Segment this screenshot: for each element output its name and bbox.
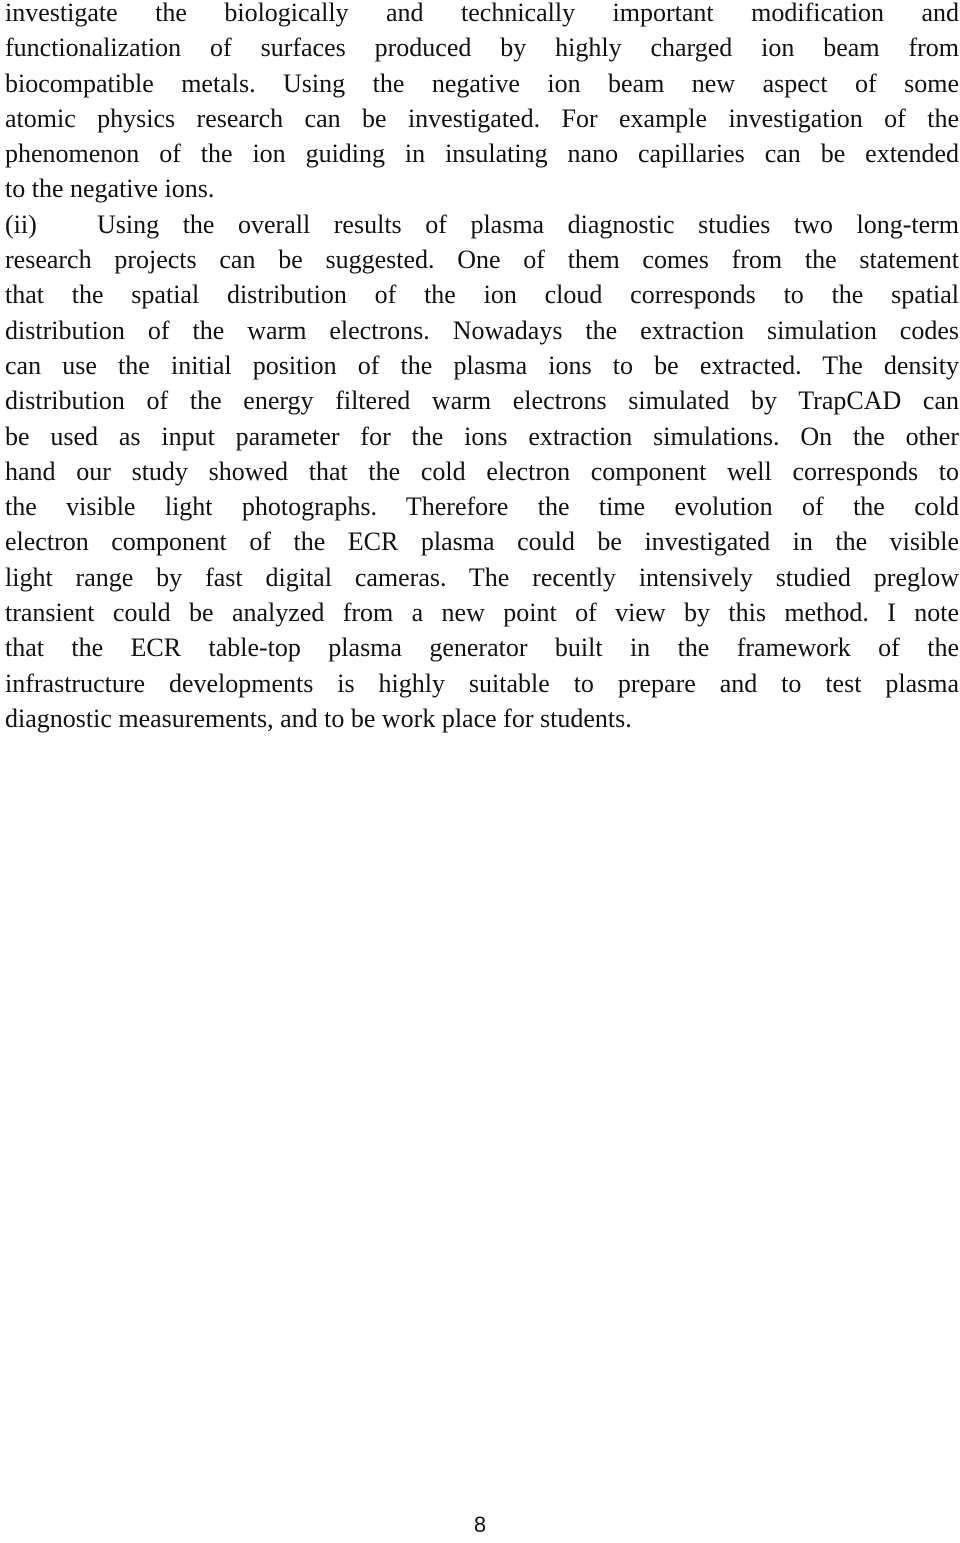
text-line: be used as input parameter for the ions extraction simulations. On the other <box>5 421 959 451</box>
text-line: distribution of the energy filtered warm electrons simulated by TrapCAD can <box>5 386 959 416</box>
text-line: electron component of the ECR plasma could be investigated in the visible <box>5 527 959 557</box>
text-line: biocompatible metals. Using the negative ion beam new aspect of some <box>5 68 959 98</box>
body-text <box>5 0 959 736</box>
text-line: investigate the biologically and technically important modification and <box>5 0 959 27</box>
text-line: diagnostic measurements, and to be work place for students. <box>5 703 632 733</box>
list-item-ii <box>5 207 959 242</box>
page-number: 8 <box>473 1512 487 1537</box>
text-line: research projects can be suggested. One of them comes from the statement <box>5 245 959 275</box>
text-line: the visible light photographs. Therefore the time evolution of the cold <box>5 492 959 522</box>
text-line: infrastructure developments is highly suitable to prepare and to test plasma <box>5 668 959 698</box>
text-line: Using the overall results of plasma diagnostic studies two long-term <box>97 209 959 239</box>
text-line: atomic physics research can be investigated. For example investigation of the <box>5 103 959 133</box>
text-line: light range by fast digital cameras. The recently intensively studied preglow <box>5 562 959 592</box>
text-line: transient could be analyzed from a new point of view by this method. I note <box>5 598 959 628</box>
text-line: distribution of the warm electrons. Nowadays the extraction simulation codes <box>5 315 959 345</box>
list-marker: (ii) <box>5 209 37 239</box>
text-line: phenomenon of the ion guiding in insulating nano capillaries can be extended <box>5 139 959 169</box>
text-line: that the ECR table-top plasma generator built in the framework of the <box>5 633 959 663</box>
text-line: functionalization of surfaces produced by highly charged ion beam from <box>5 33 959 63</box>
text-line: that the spatial distribution of the ion cloud corresponds to the spatial <box>5 280 959 310</box>
text-line: can use the initial position of the plasma ions to be extracted. The density <box>5 350 959 380</box>
text-line: hand our study showed that the cold electron component well corresponds to <box>5 456 959 486</box>
text-line: to the negative ions. <box>5 174 215 204</box>
